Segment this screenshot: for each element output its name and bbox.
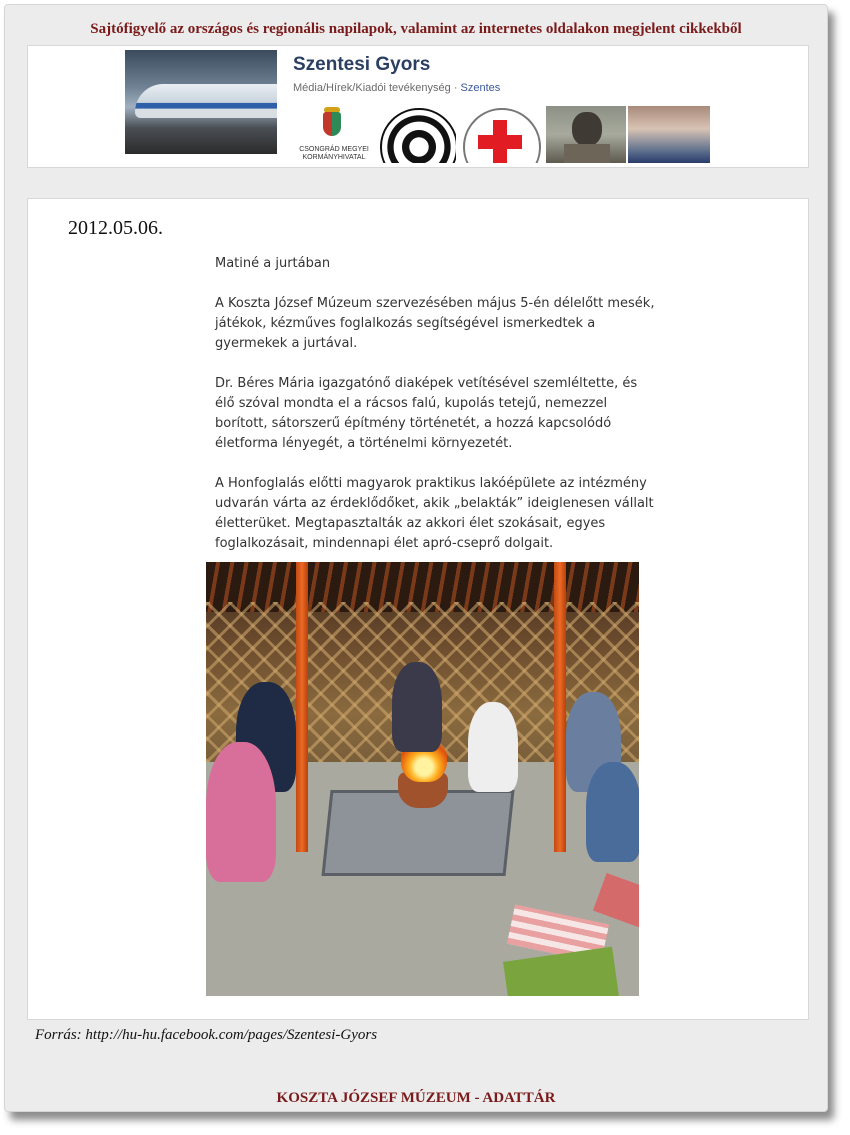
thumb-football[interactable] bbox=[376, 106, 456, 163]
cover-photo-train[interactable] bbox=[125, 50, 277, 154]
article-title: Matiné a jurtában bbox=[215, 256, 331, 271]
statue-bust bbox=[572, 112, 602, 146]
facebook-page-banner bbox=[27, 45, 809, 168]
article-paragraph: A Koszta József Múzeum szervezésében május 5-én délelőtt mesék, játékok, kézműves foglalkozás segítségével ismerkedtek a gyermekek a jurtával. bbox=[215, 296, 655, 351]
page-category bbox=[293, 82, 500, 94]
thumb-statue[interactable] bbox=[546, 106, 626, 163]
statue-plinth bbox=[564, 144, 610, 163]
yurt-photo bbox=[206, 562, 639, 996]
person-child bbox=[468, 702, 518, 792]
football-icon bbox=[380, 108, 456, 163]
coat-of-arms-icon bbox=[323, 112, 341, 136]
article-panel bbox=[27, 198, 809, 1020]
article-date: 2012.05.06. bbox=[68, 217, 163, 239]
yurt-pole-left bbox=[296, 562, 308, 852]
thumb-red-cross[interactable] bbox=[459, 106, 543, 163]
category-text: Média/Hírek/Kiadói tevékenység bbox=[293, 82, 451, 94]
location-link[interactable]: Szentes bbox=[460, 82, 501, 94]
article-paragraph: Dr. Béres Mária igazgatónő diaképek vetítésével szemléltette, és élő szóval mondta el a rácsos falú, kupolás tetejű, nemezzel borított, sátorszerű építmény történetét, a hozzá kapcsolódó életforma lényegét, a történelmi környezetét. bbox=[215, 376, 638, 451]
page-headline: Sajtófigyelő az országos és regionális napilapok, valamint az internetes oldalakon megjelent cikkekből bbox=[90, 21, 742, 37]
article-body bbox=[215, 254, 655, 574]
thumb-classroom[interactable] bbox=[628, 106, 710, 163]
train-image bbox=[135, 84, 277, 118]
page-footer: KOSZTA JÓZSEF MÚZEUM - ADATTÁR bbox=[276, 1090, 556, 1106]
person-host bbox=[392, 662, 442, 752]
person-child bbox=[206, 742, 276, 882]
page-name-link[interactable]: Szentesi Gyors bbox=[293, 54, 431, 75]
thumb-kormanyhivatal[interactable] bbox=[293, 106, 373, 163]
page-frame bbox=[4, 4, 828, 1112]
article-paragraph: A Honfoglalás előtti magyarok praktikus lakóépülete az intézmény udvarán várta az érdeklődőket, akik „belakták” ideiglenesen vállalt életterüket. Megtapasztalták az akkori élet szokásait, egyes foglalkozásait, mindennapi élet apró-cseprő dolgait. bbox=[215, 476, 654, 551]
source-link[interactable]: Forrás: http://hu-hu.facebook.com/pages/Szentesi-Gyors bbox=[35, 1027, 378, 1043]
red-cross-icon-bar bbox=[478, 135, 522, 149]
thumb-kormanyhivatal-label: CSONGRÁD MEGYEI KORMÁNYHIVATAL bbox=[299, 146, 369, 161]
person-child bbox=[586, 762, 639, 862]
category-separator: · bbox=[453, 82, 458, 94]
yurt-pole-right bbox=[554, 562, 566, 852]
